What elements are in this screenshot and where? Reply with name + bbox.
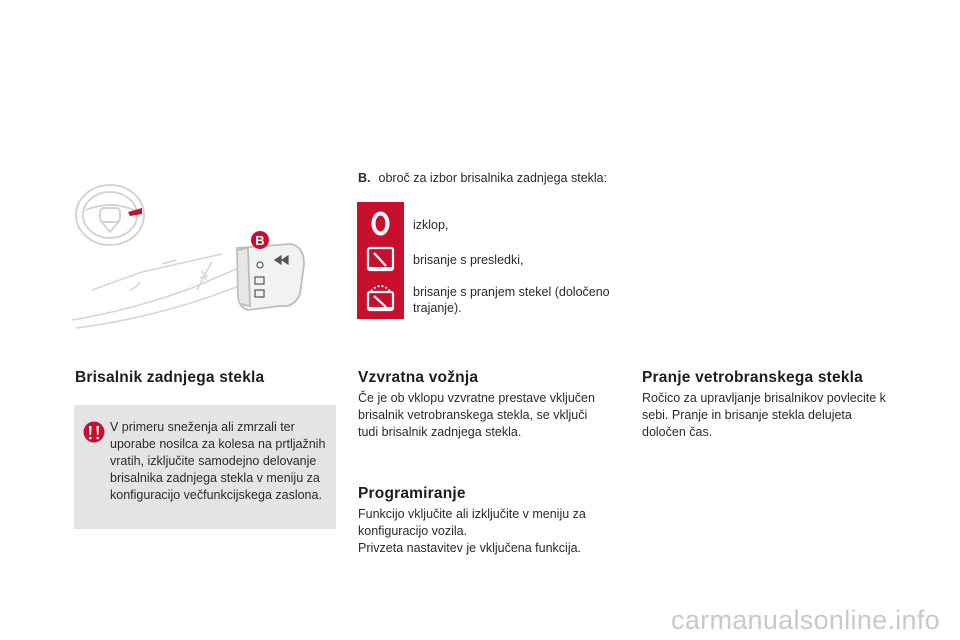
mode-icon-strip [357, 202, 404, 319]
reverse-heading: Vzvratna vožnja [358, 369, 479, 386]
watermark: carmanualsonline.info [671, 605, 940, 635]
reverse-text: Če je ob vklopu vzvratne prestave vključen brisalnik vetrobranskega stekla, se vključi tudi brisalnik zadnjega stekla. [358, 391, 595, 439]
stalk-knob [237, 244, 304, 310]
programming-text-line1: Funkcijo vključite ali izključite v meniju za konfiguracijo vozila. [358, 507, 586, 538]
warning-icon [83, 421, 105, 443]
ring-description: obroč za izbor brisalnika zadnjega stekla: [378, 171, 608, 185]
callout-b-label: B [255, 233, 265, 248]
programming-text-line2: Privzeta nastavitev je vključena funkcija. [358, 541, 582, 555]
ring-label: B. [358, 171, 371, 185]
wiper-stalk-illustration [72, 170, 334, 332]
warning-text: V primeru sneženja ali zmrzali ter uporabe nosilca za kolesa na prtljažnih vratih, izključite samodejno delovanje brisalnika zadnjega stekla v meniju za konfiguracijo večfunkcijskega zaslona. [110, 420, 326, 502]
warning-box [74, 405, 336, 529]
programming-heading: Programiranje [358, 485, 466, 502]
mode-off-text: izklop, [413, 218, 449, 232]
mode-intermittent-text: brisanje s presledki, [413, 253, 524, 267]
programming-text [358, 506, 598, 557]
windscreen-wash-text: Ročico za upravljanje brisalnikov povlecite k sebi. Pranje in brisanje stekla delujeta določen čas. [642, 391, 886, 439]
mode-wash-text: brisanje s pranjem stekel (določeno trajanje). [413, 285, 610, 315]
rear-wiper-intermittent-icon [365, 244, 396, 275]
windscreen-wash-heading: Pranje vetrobranskega stekla [642, 369, 863, 386]
rear-wiper-heading: Brisalnik zadnjega stekla [75, 369, 265, 386]
zero-icon [365, 208, 396, 239]
rear-wiper-ring-intro [358, 171, 607, 185]
rear-wiper-wash-icon [365, 282, 396, 313]
